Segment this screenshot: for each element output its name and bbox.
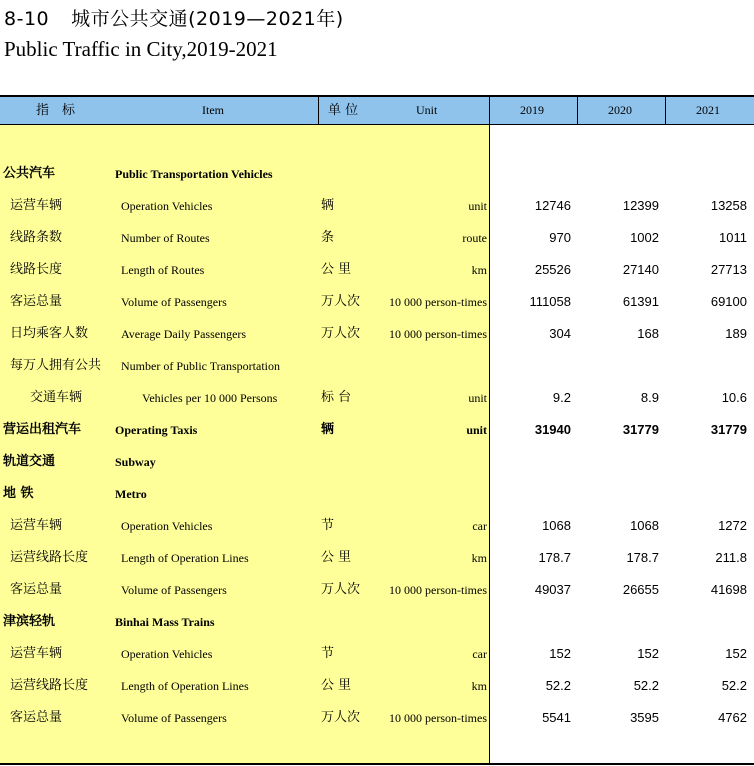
header-unit-en: Unit <box>416 103 438 117</box>
cell-2020: 168 <box>637 326 659 341</box>
row-unit-en: unit <box>468 391 487 405</box>
row-label-en: Average Daily Passengers <box>121 327 247 341</box>
row-unit-cn: 节 <box>321 518 335 533</box>
cell-2019: 178.7 <box>538 550 571 565</box>
header-divider <box>577 97 578 124</box>
row-label-en: Operation Vehicles <box>121 199 213 213</box>
row-label-cn: 运营车辆 <box>10 198 63 213</box>
row-label-en: Length of Operation Lines <box>121 679 249 693</box>
row-label-en: Vehicles per 10 000 Persons <box>142 391 278 405</box>
table-title-cn-text: 城市公共交通(2019—2021年) <box>71 8 344 30</box>
row-unit-en: km <box>471 679 487 693</box>
row-unit-en: route <box>462 231 487 245</box>
cell-2021: 52.2 <box>721 678 747 693</box>
cell-2019: 5541 <box>542 710 571 725</box>
cell-2020: 27140 <box>622 262 659 277</box>
cell-2021: 13258 <box>710 198 747 213</box>
row-label-cn: 公共汽车 <box>3 166 56 181</box>
table-title-en: Public Traffic in City,2019-2021 <box>4 37 278 61</box>
table-row <box>0 382 754 414</box>
cell-2019: 25526 <box>534 262 571 277</box>
row-unit-en: 10 000 person-times <box>389 327 487 341</box>
cell-2019: 111058 <box>529 294 571 309</box>
row-label-en: Length of Routes <box>121 263 205 277</box>
cell-2020: 12399 <box>622 198 659 213</box>
row-unit-en: km <box>471 551 487 565</box>
row-unit-en: unit <box>468 199 487 213</box>
cell-2019: 970 <box>549 230 571 245</box>
row-unit-cn: 标 台 <box>321 390 352 405</box>
table-row <box>0 350 754 382</box>
cell-2020: 152 <box>637 646 659 661</box>
table-row <box>0 510 754 542</box>
cell-2021: 41698 <box>710 582 747 597</box>
row-label-en: Subway <box>115 455 156 469</box>
cell-2019: 304 <box>549 326 571 341</box>
table-row <box>0 478 754 510</box>
cell-2021: 4762 <box>718 710 747 725</box>
row-label-cn: 客运总量 <box>10 710 63 725</box>
cell-2020: 178.7 <box>626 550 659 565</box>
cell-2019: 9.2 <box>552 390 571 405</box>
row-unit-cn: 公 里 <box>321 550 352 565</box>
cell-2021: 189 <box>725 326 747 341</box>
row-unit-cn: 公 里 <box>321 262 352 277</box>
table-row <box>0 254 754 286</box>
row-label-cn: 交通车辆 <box>30 390 83 405</box>
row-label-en: Binhai Mass Trains <box>115 615 215 629</box>
table-row <box>0 670 754 702</box>
row-unit-cn: 节 <box>321 646 335 661</box>
table-row <box>0 190 754 222</box>
cell-2021: 1011 <box>719 230 747 245</box>
row-label-en: Volume of Passengers <box>121 583 227 597</box>
table-row <box>0 446 754 478</box>
row-label-cn: 轨道交通 <box>3 454 56 469</box>
row-unit-en: car <box>472 647 487 661</box>
row-label-en: Number of Routes <box>121 231 210 245</box>
row-label-cn: 运营线路长度 <box>10 678 89 693</box>
header-item-en: Item <box>202 103 224 117</box>
row-label-en: Operation Vehicles <box>121 519 213 533</box>
row-label-en: Volume of Passengers <box>121 711 227 725</box>
row-unit-cn: 辆 <box>321 422 335 437</box>
cell-2020: 8.9 <box>640 390 659 405</box>
row-unit-cn: 辆 <box>321 198 335 213</box>
row-unit-en: km <box>471 263 487 277</box>
header-indicator-cn: 指 标 <box>36 103 76 118</box>
table-row <box>0 542 754 574</box>
table-row <box>0 702 754 734</box>
cell-2021: 10.6 <box>721 390 747 405</box>
row-unit-cn: 万人次 <box>321 710 361 725</box>
header-year-2019: 2019 <box>520 103 544 117</box>
table-header <box>0 95 754 125</box>
table-row <box>0 158 754 190</box>
header-divider <box>318 97 319 124</box>
row-label-en: Public Transportation Vehicles <box>115 167 273 181</box>
row-label-en: Volume of Passengers <box>121 295 227 309</box>
row-unit-cn: 条 <box>321 230 335 245</box>
cell-2021: 152 <box>725 646 747 661</box>
table-bottom-border <box>0 763 754 765</box>
header-year-2021: 2021 <box>696 103 720 117</box>
row-unit-cn: 万人次 <box>321 582 361 597</box>
cell-2021: 1272 <box>718 518 747 533</box>
cell-2020: 61391 <box>622 294 659 309</box>
row-label-en: Number of Public Transportation <box>121 359 280 373</box>
cell-2021: 69100 <box>710 294 747 309</box>
row-label-cn: 运营车辆 <box>10 646 63 661</box>
table-row <box>0 222 754 254</box>
row-unit-en: 10 000 person-times <box>389 583 487 597</box>
header-year-2020: 2020 <box>608 103 632 117</box>
cell-2020: 52.2 <box>633 678 659 693</box>
cell-2021: 31779 <box>710 422 747 437</box>
row-label-cn: 地 铁 <box>3 486 34 501</box>
cell-2020: 1002 <box>630 230 659 245</box>
row-label-cn: 线路长度 <box>10 262 63 277</box>
cell-2020: 31779 <box>622 422 659 437</box>
row-label-en: Operating Taxis <box>115 423 198 437</box>
cell-2021: 27713 <box>710 262 747 277</box>
table-row <box>0 318 754 350</box>
table-row <box>0 638 754 670</box>
cell-2019: 12746 <box>534 198 571 213</box>
cell-2020: 3595 <box>630 710 659 725</box>
row-label-cn: 运营线路长度 <box>10 550 89 565</box>
cell-2019: 49037 <box>534 582 571 597</box>
table-row <box>0 286 754 318</box>
cell-2019: 1068 <box>542 518 571 533</box>
row-label-cn: 线路条数 <box>10 230 63 245</box>
header-divider <box>665 97 666 124</box>
row-unit-en: unit <box>466 423 487 437</box>
cell-2021: 211.8 <box>715 550 747 565</box>
row-label-cn: 客运总量 <box>10 582 63 597</box>
cell-2020: 26655 <box>622 582 659 597</box>
row-label-cn: 每万人拥有公共 <box>10 358 102 373</box>
row-unit-cn: 万人次 <box>321 326 361 341</box>
row-label-en: Metro <box>115 487 147 501</box>
table-row <box>0 414 754 446</box>
table-title-cn <box>4 4 344 31</box>
table-number: 8-10 <box>4 8 50 30</box>
row-label-cn: 日均乘客人数 <box>10 326 89 341</box>
row-label-en: Length of Operation Lines <box>121 551 249 565</box>
row-unit-en: 10 000 person-times <box>389 711 487 725</box>
cell-2019: 31940 <box>534 422 571 437</box>
row-unit-cn: 公 里 <box>321 678 352 693</box>
row-label-en: Operation Vehicles <box>121 647 213 661</box>
row-unit-en: car <box>472 519 487 533</box>
cell-2020: 1068 <box>630 518 659 533</box>
row-label-cn: 营运出租汽车 <box>3 422 82 437</box>
table-row <box>0 606 754 638</box>
row-label-cn: 运营车辆 <box>10 518 63 533</box>
row-unit-cn: 万人次 <box>321 294 361 309</box>
header-divider <box>489 97 490 124</box>
header-unit-cn: 单 位 <box>328 103 359 118</box>
row-label-cn: 津滨轻轨 <box>3 614 56 629</box>
cell-2019: 52.2 <box>545 678 571 693</box>
cell-2019: 152 <box>549 646 571 661</box>
row-unit-en: 10 000 person-times <box>389 295 487 309</box>
table-row <box>0 574 754 606</box>
row-label-cn: 客运总量 <box>10 294 63 309</box>
